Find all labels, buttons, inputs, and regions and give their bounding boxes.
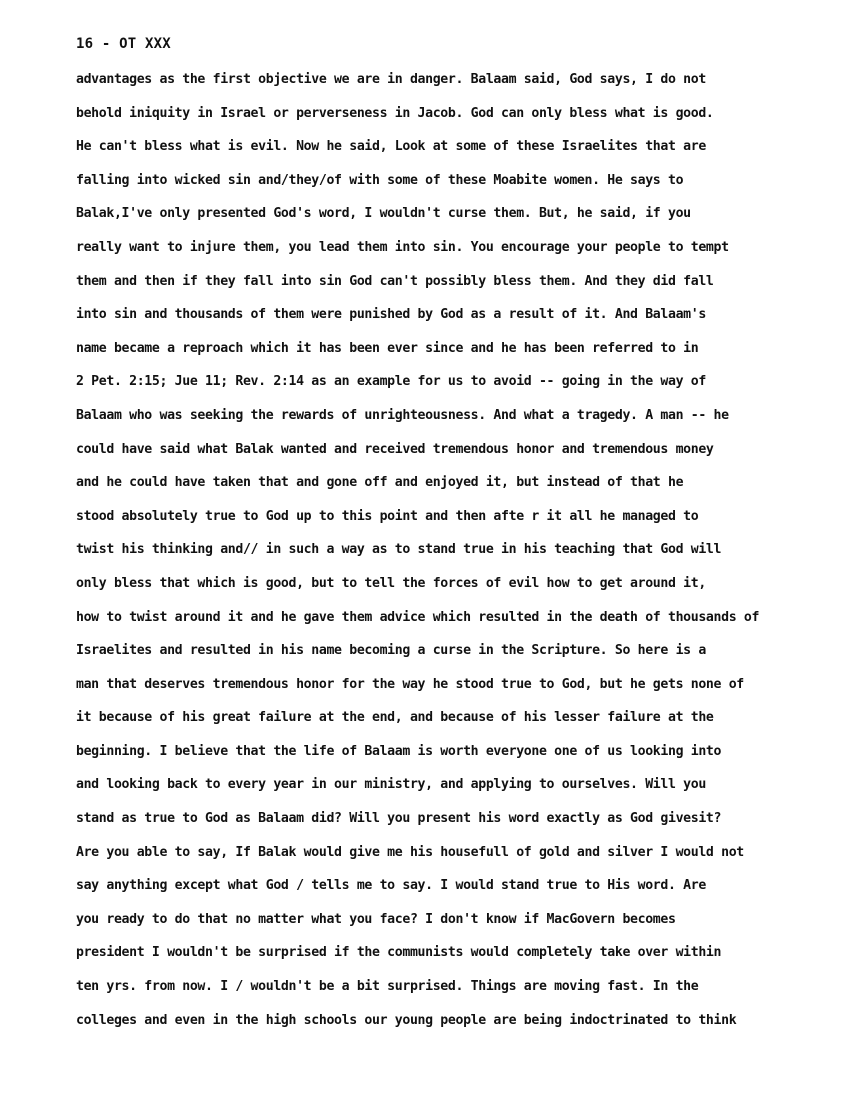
text-line: it because of his great failure at the end, and because of his lesser failure at the (76, 710, 714, 726)
text-line: colleges and even in the high schools our young people are being indoctrinated to think (76, 1012, 737, 1028)
text-line: you ready to do that no matter what you face? I don't know if MacGovern becomes (76, 911, 676, 927)
document-body (76, 70, 836, 1044)
text-line: man that deserves tremendous honor for the way he stood true to God, but he gets none of (76, 676, 744, 692)
text-line: 2 Pet. 2:15; Jue 11; Rev. 2:14 as an example for us to avoid -- going in the way of (76, 374, 706, 390)
text-line: how to twist around it and he gave them advice which resulted in the death of thousands of (76, 609, 760, 625)
page-header: 16 - OT XXX (76, 36, 171, 52)
text-line: and looking back to every year in our ministry, and applying to ourselves. Will you (76, 777, 706, 793)
text-line: Israelites and resulted in his name becoming a curse in the Scripture. So here is a (76, 643, 706, 659)
text-line: name became a reproach which it has been ever since and he has been referred to in (76, 340, 699, 356)
text-line: advantages as the first objective we are in danger. Balaam said, God says, I do not (76, 72, 706, 87)
text-line: Are you able to say, If Balak would give me his housefull of gold and silver I would not (76, 844, 744, 860)
text-line: behold iniquity in Israel or perverseness in Jacob. God can only bless what is good. (76, 105, 714, 121)
text-line: stood absolutely true to God up to this point and then afte r it all he managed to (76, 508, 699, 524)
text-line: could have said what Balak wanted and received tremendous honor and tremendous money (76, 441, 714, 457)
text-line: stand as true to God as Balaam did? Will you present his word exactly as God givesit? (76, 811, 722, 827)
text-line: really want to injure them, you lead them into sin. You encourage your people to tempt (76, 239, 729, 255)
text-line: beginning. I believe that the life of Balaam is worth everyone one of us looking into (76, 743, 722, 759)
text-line: ten yrs. from now. I / wouldn't be a bit surprised. Things are moving fast. In the (76, 979, 699, 995)
text-line: into sin and thousands of them were punished by God as a result of it. And Balaam's (76, 307, 706, 323)
text-line: say anything except what God / tells me to say. I would stand true to His word. Are (76, 878, 706, 894)
text-line: twist his thinking and// in such a way as to stand true in his teaching that God will (76, 542, 722, 558)
text-line: He can't bless what is evil. Now he said, Look at some of these Israelites that are (76, 139, 706, 155)
text-line: falling into wicked sin and/they/of with some of these Moabite women. He says to (76, 172, 684, 188)
text-line: Balaam who was seeking the rewards of unrighteousness. And what a tragedy. A man -- he (76, 407, 729, 423)
text-line: only bless that which is good, but to tell the forces of evil how to get around it, (76, 575, 706, 591)
text-line: president I wouldn't be surprised if the communists would completely take over within (76, 945, 722, 961)
text-line: and he could have taken that and gone off and enjoyed it, but instead of that he (76, 475, 684, 491)
text-line: them and then if they fall into sin God can't possibly bless them. And they did fall (76, 273, 714, 289)
text-line: Balak,I've only presented God's word, I wouldn't curse them. But, he said, if you (76, 206, 691, 222)
